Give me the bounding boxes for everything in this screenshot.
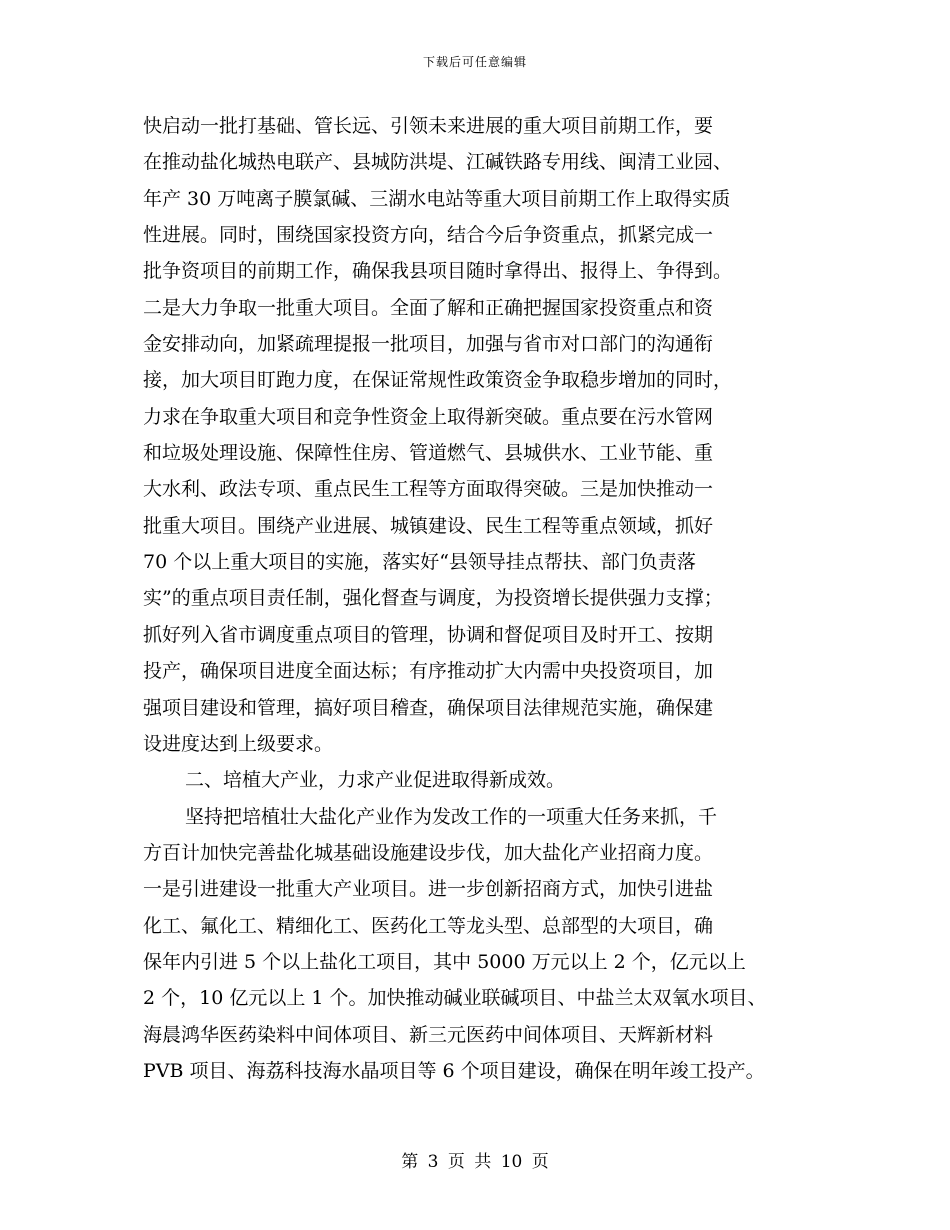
text-line: 接，加大项目盯跑力度，在保证常规性政策资金争取稳步增加的同时， xyxy=(143,369,733,392)
text-line: 快启动一批打基础、管长远、引领未来进展的重大项目前期工作，要 xyxy=(143,115,714,137)
text-line: 方百计加快完善盐化城基础设施建设步伐，加大盐化产业招商力度。 xyxy=(143,841,714,864)
text-line: 坚持把培植壮大盐化产业作为发改工作的一项重大任务来抓，千 xyxy=(185,805,718,828)
text-line: 批重大项目。围绕产业进展、城镇建设、民生工程等重点领域，抓好 xyxy=(143,514,714,537)
text-line: 设进度达到上级要求。 xyxy=(143,732,334,755)
text-line: 一是引进建设一批重大产业项目。进一步创新招商方式，加快引进盐 xyxy=(143,878,714,901)
text-line: 强项目建设和管理，搞好项目稽查，确保项目法律规范实施，确保建 xyxy=(143,696,714,719)
section-heading: 二、培植大产业，力求产业促进取得新成效。 xyxy=(185,769,566,792)
text-line: 投产，确保项目进度全面达标；有序推动扩大内需中央投资项目，加 xyxy=(143,660,714,683)
page-footer: 第 3 页 共 10 页 xyxy=(401,1152,549,1172)
page-header: 下载后可任意编辑 xyxy=(422,55,527,69)
text-line: 二是大力争取一批重大项目。全面了解和正确把握国家投资重点和资 xyxy=(143,296,714,319)
text-line: 化工、氟化工、精细化工、医药化工等龙头型、总部型的大项目，确 xyxy=(143,914,714,937)
text-line: 批争资项目的前期工作，确保我县项目随时拿得出、报得上、争得到。 xyxy=(143,260,733,283)
text-line: 年产 30 万吨离子膜氯碱、三湖水电站等重大项目前期工作上取得实质 xyxy=(143,187,731,210)
text-line: 保年内引进 5 个以上盐化工项目，其中 5000 万元以上 2 个，亿元以上 xyxy=(143,950,746,973)
text-line: 大水利、政法专项、重点民生工程等方面取得突破。三是加快推动一 xyxy=(143,478,714,501)
text-line: 70 个以上重大项目的实施，落实好“县领导挂点帮扶、部门负责落 xyxy=(143,551,696,574)
text-line: 2 个，10 亿元以上 1 个。加快推动碱业联碱项目、中盐兰太双氧水项目、 xyxy=(143,987,767,1010)
text-line: 海晨鸿华医药染料中间体项目、新三元医药中间体项目、天辉新材料 xyxy=(143,1023,714,1046)
text-line: 实”的重点项目责任制，强化督查与调度，为投资增长提供强力支撑； xyxy=(143,587,723,610)
text-line: 力求在争取重大项目和竞争性资金上取得新突破。重点要在污水管网 xyxy=(143,405,714,428)
text-line: 性进展。同时，围绕国家投资方向，结合今后争资重点，抓紧完成一 xyxy=(143,224,714,247)
text-line: 在推动盐化城热电联产、县城防洪堤、江碱铁路专用线、闽清工业园、 xyxy=(143,151,733,174)
text-line: 和垃圾处理设施、保障性住房、管道燃气、县城供水、工业节能、重 xyxy=(143,442,714,465)
text-line: 金安排动向，加紧疏理提报一批项目，加强与省市对口部门的沟通衔 xyxy=(143,333,714,356)
text-line: 抓好列入省市调度重点项目的管理，协调和督促项目及时开工、按期 xyxy=(143,623,714,646)
text-line: PVB 项目、海荔科技海水晶项目等 6 个项目建设，确保在明年竣工投产。 xyxy=(143,1059,765,1082)
document-body xyxy=(143,108,823,1089)
